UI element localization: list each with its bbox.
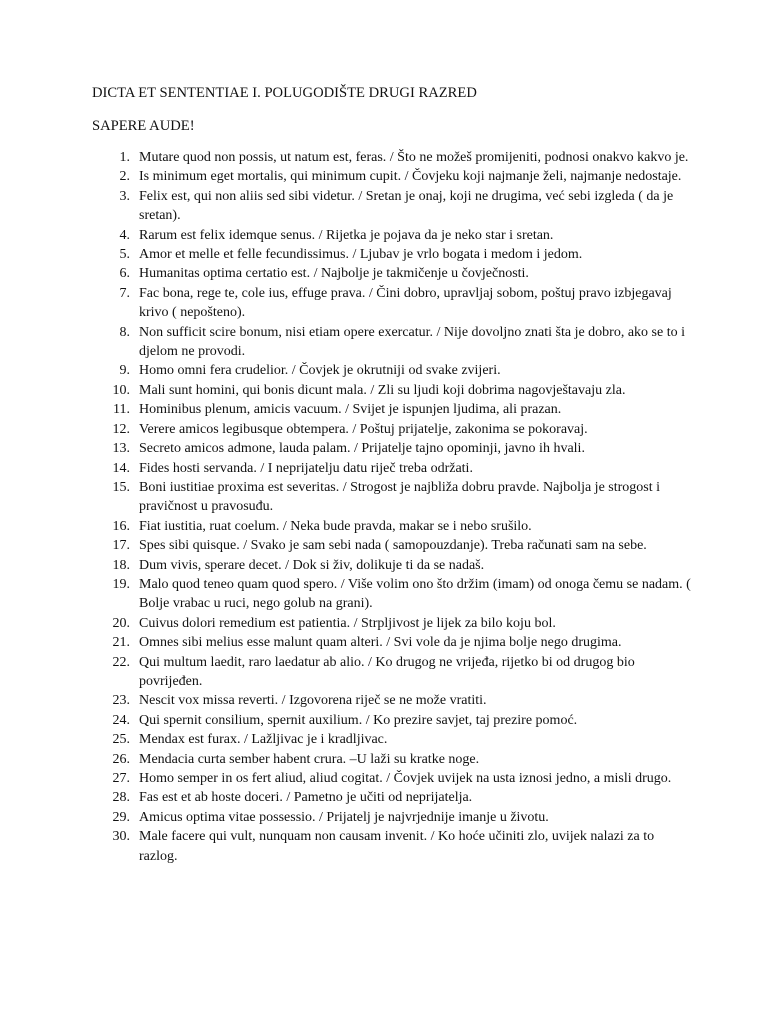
list-item-text: Amor et melle et felle fecundissimus. / Ljubav je vrlo bogata i medom i jedom.: [139, 247, 583, 263]
list-item-number: 30.: [112, 829, 130, 845]
list-item-number: 14.: [112, 460, 130, 476]
list-item: [92, 323, 692, 362]
list-item-text: Secreto amicos admone, lauda palam. / Prijatelje tajno opominji, javno ih hvali.: [139, 441, 585, 457]
list-item-text: Hominibus plenum, amicis vacuum. / Svijet je ispunjen ljudima, ali prazan.: [139, 402, 562, 418]
list-item: [92, 459, 692, 478]
list-item: [92, 148, 692, 167]
list-item-text: Felix est, qui non aliis sed sibi videtur. / Sretan je onaj, koji ne drugima, već sebi izgleda ( da je sretan).: [139, 188, 674, 224]
list-item-text: Fac bona, rege te, cole ius, effuge prava. / Čini dobro, upravljaj sobom, poštuj pravo izbjegavaj krivo ( nepošteno).: [139, 285, 672, 321]
list-item-text: Homo omni fera crudelior. / Čovjek je okrutniji od svake zvijeri.: [139, 363, 501, 379]
list-item: [92, 400, 692, 419]
list-item-number: 24.: [112, 712, 130, 728]
list-item-text: Homo semper in os fert aliud, aliud cogitat. / Čovjek uvijek na usta iznosi jedno, a misli drugo.: [139, 771, 672, 786]
list-item-text: Dum vivis, sperare decet. / Dok si živ, dolikuje ti da se nadaš.: [139, 557, 485, 573]
list-item: [92, 730, 692, 749]
list-item-text: Is minimum eget mortalis, qui minimum cupit. / Čovjeku koji najmanje želi, najmanje nedostaje.: [139, 169, 682, 185]
list-item-text: Fides hosti servanda. / I neprijatelju datu riječ treba održati.: [139, 460, 473, 476]
list-item-number: 20.: [112, 615, 130, 631]
list-item-text: Amicus optima vitae possessio. / Prijatelj je najvrjednije imanje u životu.: [139, 809, 549, 825]
list-item-number: 8.: [119, 324, 130, 340]
list-item: [92, 167, 692, 186]
list-item-text: Humanitas optima certatio est. / Najbolje je takmičenje u čovječnosti.: [139, 266, 529, 282]
list-item-number: 22.: [112, 654, 130, 670]
list-item: [92, 808, 692, 827]
list-item-number: 15.: [112, 479, 130, 495]
list-item-number: 25.: [112, 732, 130, 748]
list-item-text: Qui spernit consilium, spernit auxilium. / Ko prezire savjet, taj prezire pomoć.: [139, 712, 578, 728]
list-item: [92, 439, 692, 458]
list-item-number: 5.: [119, 247, 130, 263]
list-item-number: 7.: [119, 285, 130, 301]
list-item: [92, 556, 692, 575]
list-item: [92, 691, 692, 710]
list-item: [92, 187, 692, 226]
list-item: [92, 614, 692, 633]
list-item-number: 23.: [112, 693, 130, 709]
list-item-number: 3.: [119, 188, 130, 204]
list-item-text: Mutare quod non possis, ut natum est, feras. / Što ne možeš promijeniti, podnosi onakvo kakvo je.: [139, 150, 689, 165]
list-item-number: 6.: [119, 266, 130, 282]
list-item: [92, 633, 692, 652]
list-item-text: Nescit vox missa reverti. / Izgovorena riječ se ne može vratiti.: [139, 693, 487, 709]
list-item-text: Mali sunt homini, qui bonis dicunt mala. / Zli su ljudi koji dobrima nagovještavaju zla.: [139, 382, 626, 398]
list-item-number: 12.: [112, 421, 130, 437]
list-item-text: Omnes sibi melius esse malunt quam alteri. / Svi vole da je njima bolje nego drugima.: [139, 635, 622, 651]
list-item: [92, 420, 692, 439]
list-item: [92, 575, 692, 614]
list-item-text: Qui multum laedit, raro laedatur ab alio. / Ko drugog ne vrijeđa, rijetko bi od drugog bio povrijeđen.: [139, 654, 635, 689]
list-item-number: 2.: [119, 169, 130, 185]
list-item-number: 16.: [112, 518, 130, 534]
list-item-text: Spes sibi quisque. / Svako je sam sebi nada ( samopouzdanje). Treba računati sam na sebe.: [139, 538, 647, 554]
list-item-text: Boni iustitiae proxima est severitas. / Strogost je najbliža dobru pravde. Najbolja je strogost i pravičnost u pravosuđu.: [139, 479, 661, 515]
list-item: [92, 750, 692, 769]
list-item-number: 9.: [119, 363, 130, 379]
list-item: [92, 769, 692, 788]
list-item-text: Fiat iustitia, ruat coelum. / Neka bude pravda, makar se i nebo srušilo.: [139, 518, 532, 534]
list-item-number: 21.: [112, 635, 130, 651]
list-item-number: 17.: [112, 538, 130, 554]
list-item: [92, 284, 692, 323]
list-item-number: 29.: [112, 809, 130, 825]
list-item-text: Male facere qui vult, nunquam non causam invenit. / Ko hoće učiniti zlo, uvijek nalazi za to razlog.: [139, 829, 655, 864]
list-item-text: Rarum est felix idemque senus. / Rijetka je pojava da je neko star i sretan.: [139, 227, 554, 243]
list-item: [92, 478, 692, 517]
list-item-number: 19.: [112, 576, 130, 592]
document-title: DICTA ET SENTENTIAE I. POLUGODIŠTE DRUGI RAZRED: [92, 85, 477, 101]
list-item-text: Fas est et ab hoste doceri. / Pametno je učiti od neprijatelja.: [139, 790, 473, 806]
list-item-number: 28.: [112, 790, 130, 806]
list-item-text: Mendacia curta sember habent crura. –U laži su kratke noge.: [139, 751, 480, 767]
list-item: [92, 711, 692, 730]
list-item-number: 13.: [112, 441, 130, 457]
list-item: [92, 788, 692, 807]
list-item: [92, 361, 692, 380]
document-subtitle: SAPERE AUDE!: [92, 118, 195, 134]
list-item-number: 1.: [119, 150, 130, 165]
list-item-number: 26.: [112, 751, 130, 767]
list-item-number: 27.: [112, 771, 130, 786]
list-item: [92, 517, 692, 536]
list-item: [92, 381, 692, 400]
list-item-number: 4.: [119, 227, 130, 243]
list-item-number: 18.: [112, 557, 130, 573]
list-item: [92, 226, 692, 245]
sentence-list: [92, 148, 692, 866]
list-item: [92, 264, 692, 283]
list-item-text: Verere amicos legibusque obtempera. / Poštuj prijatelje, zakonima se pokoravaj.: [139, 421, 588, 437]
list-item-text: Non sufficit scire bonum, nisi etiam opere exercatur. / Nije dovoljno znati šta je dobro, ako se to i djelom ne provodi.: [139, 324, 685, 360]
list-item: [92, 245, 692, 264]
list-item-text: Cuivus dolori remedium est patientia. / Strpljivost je lijek za bilo koju bol.: [139, 615, 556, 631]
list-item-text: Malo quod teneo quam quod spero. / Više volim ono što držim (imam) od onoga čemu se nadam. ( Bolje vrabac u ruci, nego golub na grani).: [139, 576, 691, 612]
list-item-number: 10.: [112, 382, 130, 398]
list-item: [92, 827, 692, 866]
list-item: [92, 653, 692, 692]
list-item-text: Mendax est furax. / Lažljivac je i kradljivac.: [139, 732, 388, 748]
list-item: [92, 536, 692, 555]
list-item-number: 11.: [113, 402, 130, 418]
